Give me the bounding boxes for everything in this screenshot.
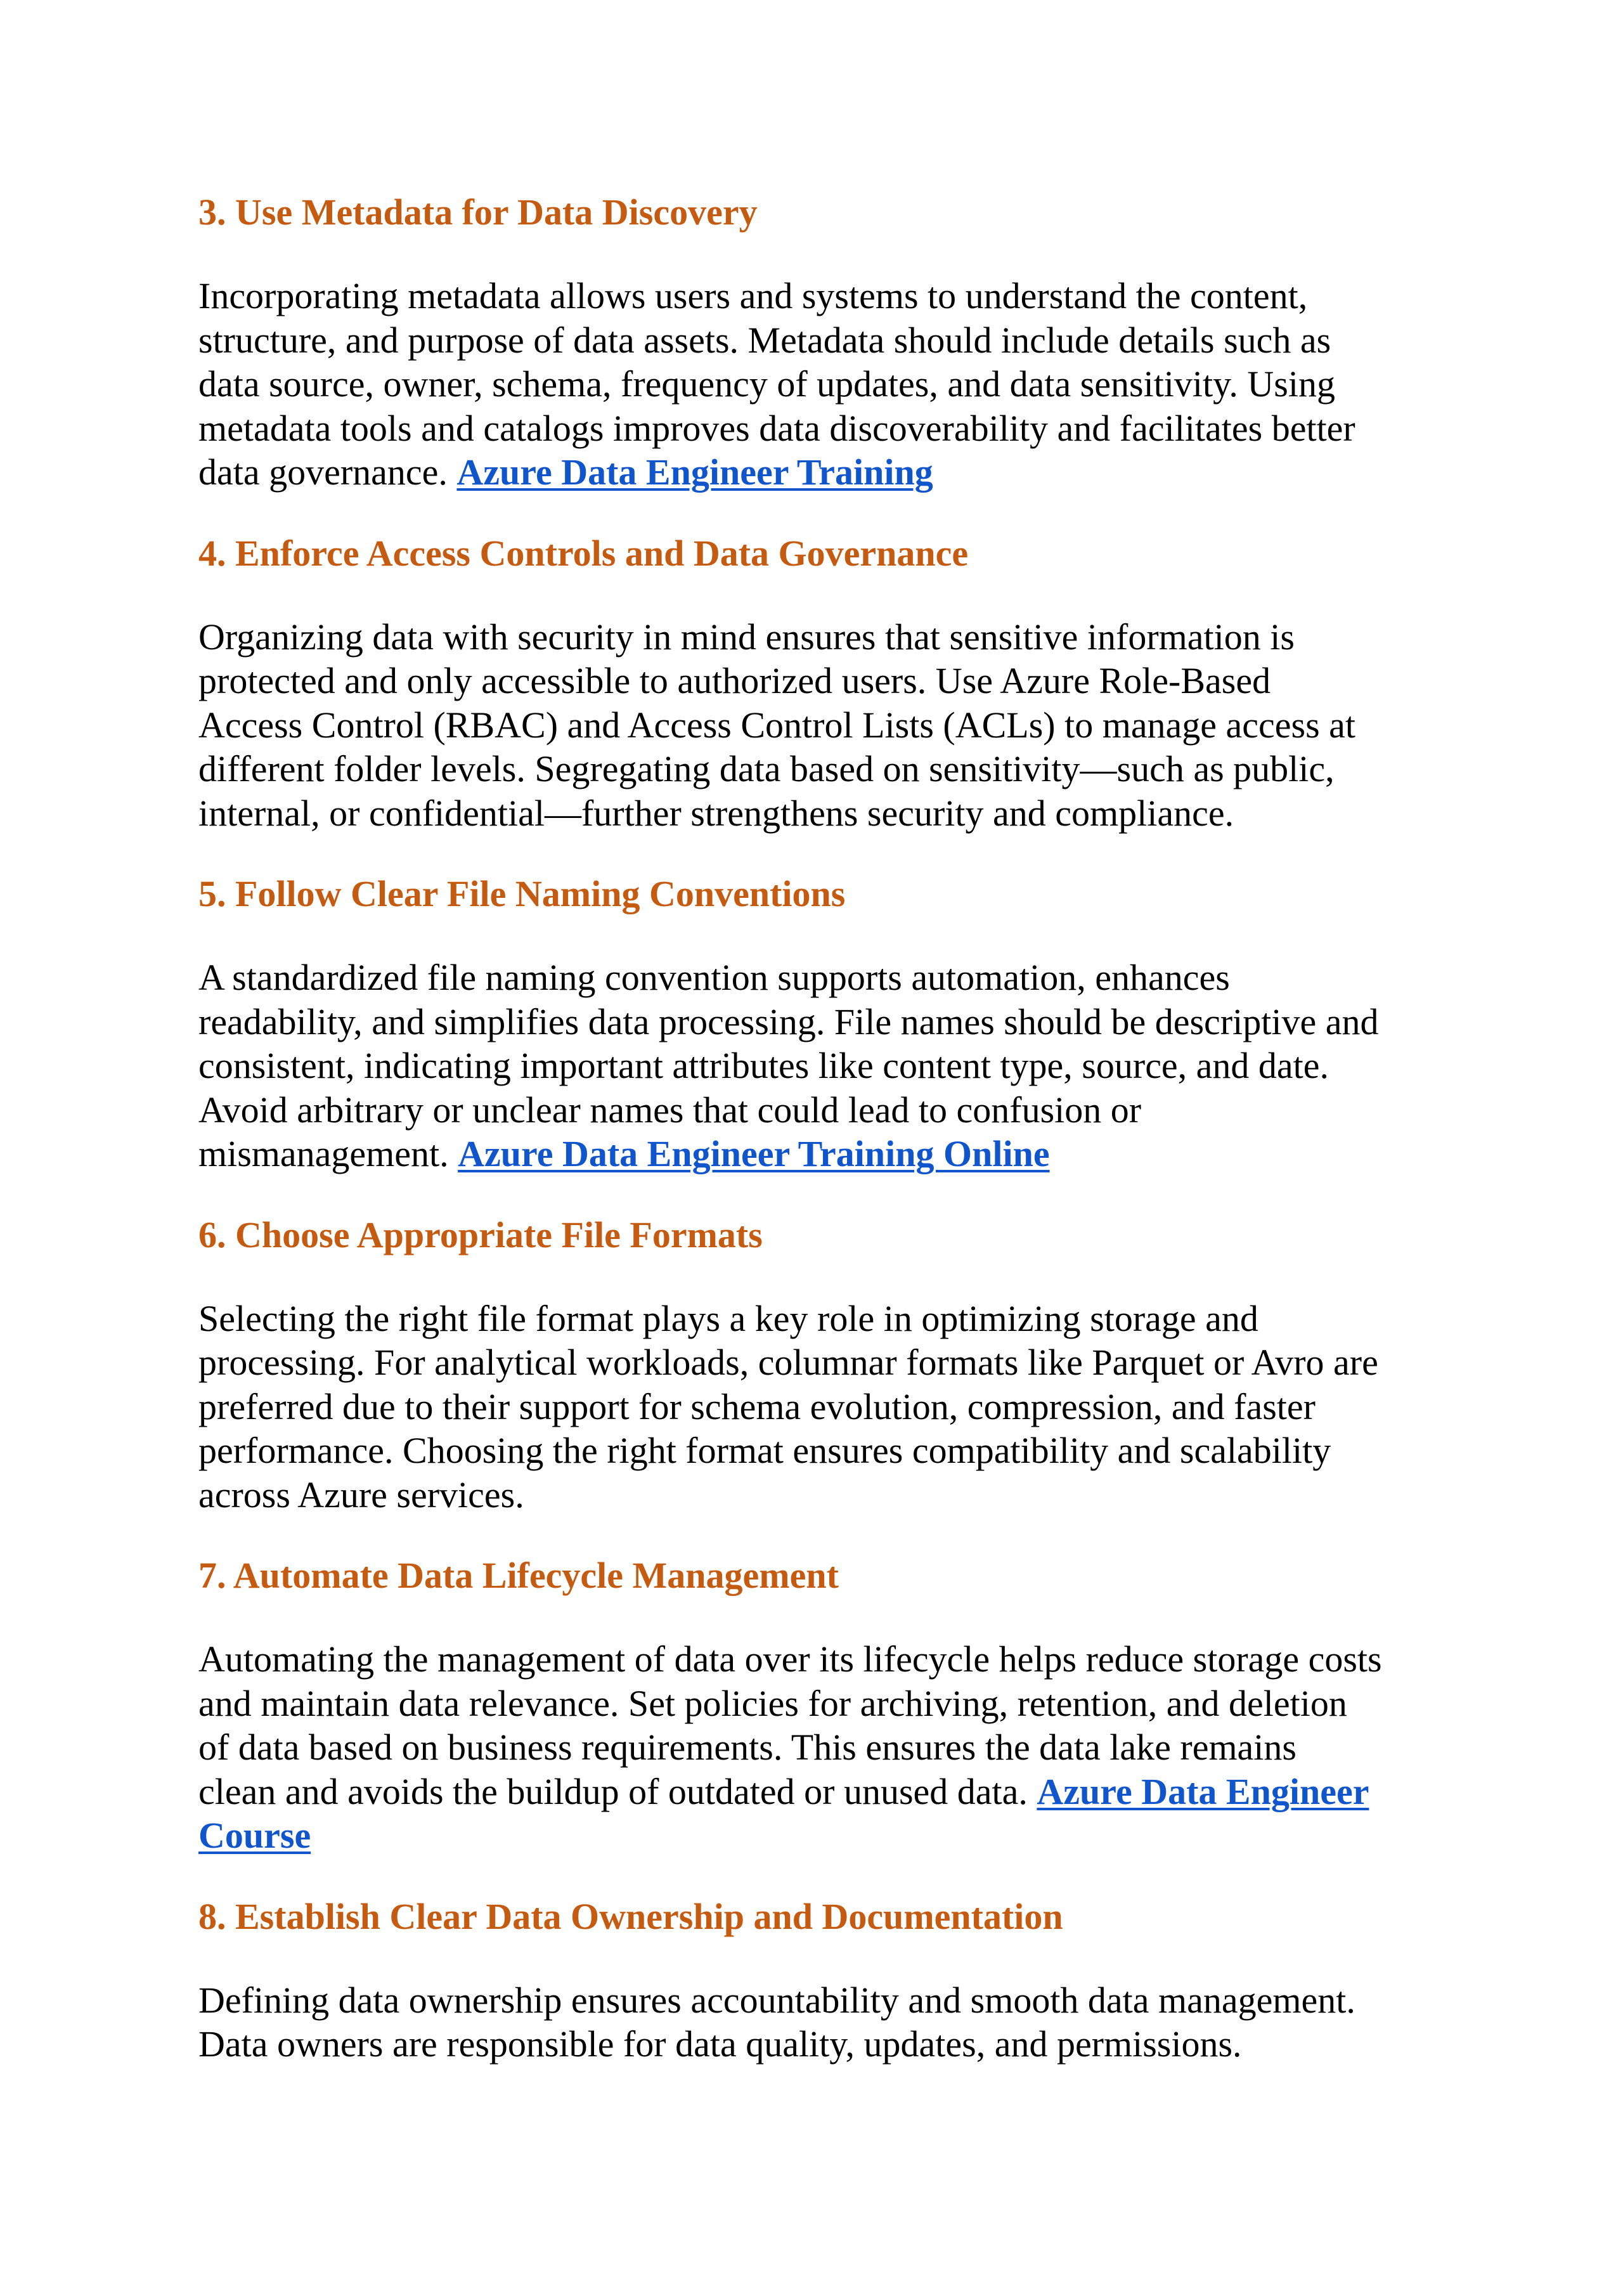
section-7-paragraph [198, 1637, 1460, 1858]
paragraph-line: performance. Choosing the right format ensures compatibility and scalability [198, 1430, 1331, 1471]
paragraph-line: and maintain data relevance. Set policies for archiving, retention, and deletion [198, 1682, 1347, 1724]
section-3-paragraph [198, 274, 1460, 495]
paragraph-line: A standardized file naming convention supports automation, enhances [198, 957, 1230, 998]
section-5-heading: 5. Follow Clear File Naming Conventions [198, 873, 846, 914]
paragraph-line: Data owners are responsible for data quality, updates, and permissions. [198, 2023, 1242, 2065]
paragraph-line: Defining data ownership ensures accountability and smooth data management. [198, 1979, 1355, 2021]
paragraph-line: Automating the management of data over its lifecycle helps reduce storage costs [198, 1638, 1382, 1680]
paragraph-line: Selecting the right file format plays a key role in optimizing storage and [198, 1297, 1258, 1339]
paragraph-line: consistent, indicating important attributes like content type, source, and date. [198, 1045, 1329, 1086]
paragraph-line: structure, and purpose of data assets. Metadata should include details such as [198, 319, 1331, 361]
document-page [198, 190, 1460, 2103]
paragraph-line: metadata tools and catalogs improves data discoverability and facilitates better [198, 407, 1355, 449]
section-6-paragraph [198, 1297, 1460, 1517]
paragraph-line: Incorporating metadata allows users and systems to understand the content, [198, 275, 1308, 316]
paragraph-line: data source, owner, schema, frequency of updates, and data sensitivity. Using [198, 363, 1335, 405]
paragraph-line: different folder levels. Segregating data based on sensitivity—such as public, [198, 748, 1335, 789]
paragraph-line: Organizing data with security in mind ensures that sensitive information is [198, 616, 1295, 658]
paragraph-line: across Azure services. [198, 1474, 524, 1515]
paragraph-line: clean and avoids the buildup of outdated or unused data. [198, 1770, 1028, 1812]
paragraph-line: data governance. [198, 451, 448, 493]
paragraph-line: protected and only accessible to authorized users. Use Azure Role-Based [198, 660, 1271, 701]
paragraph-line: Access Control (RBAC) and Access Control Lists (ACLs) to manage access at [198, 704, 1356, 746]
azure-data-engineer-course-link-part1[interactable]: Azure Data Engineer [1037, 1770, 1369, 1812]
paragraph-line: readability, and simplifies data processing. File names should be descriptive and [198, 1001, 1379, 1042]
azure-data-engineer-training-online-link[interactable]: Azure Data Engineer Training Online [458, 1133, 1050, 1174]
paragraph-line: processing. For analytical workloads, columnar formats like Parquet or Avro are [198, 1342, 1378, 1383]
paragraph-line: mismanagement. [198, 1133, 449, 1174]
section-8-heading: 8. Establish Clear Data Ownership and Documentation [198, 1895, 1063, 1937]
section-6-heading: 6. Choose Appropriate File Formats [198, 1214, 763, 1255]
azure-data-engineer-training-link[interactable]: Azure Data Engineer Training [456, 451, 933, 493]
section-3-heading: 3. Use Metadata for Data Discovery [198, 191, 758, 233]
paragraph-line: internal, or confidential—further strengthens security and compliance. [198, 792, 1234, 834]
section-4-paragraph [198, 615, 1460, 836]
paragraph-line: of data based on business requirements. This ensures the data lake remains [198, 1727, 1296, 1768]
paragraph-line: Avoid arbitrary or unclear names that could lead to confusion or [198, 1089, 1142, 1131]
section-5-paragraph [198, 956, 1460, 1176]
section-4-heading: 4. Enforce Access Controls and Data Governance [198, 532, 969, 574]
paragraph-line: preferred due to their support for schema evolution, compression, and faster [198, 1385, 1316, 1427]
section-7-heading: 7. Automate Data Lifecycle Management [198, 1555, 839, 1596]
azure-data-engineer-course-link-part2[interactable]: Course [198, 1815, 311, 1856]
section-8-paragraph [198, 1978, 1460, 2066]
